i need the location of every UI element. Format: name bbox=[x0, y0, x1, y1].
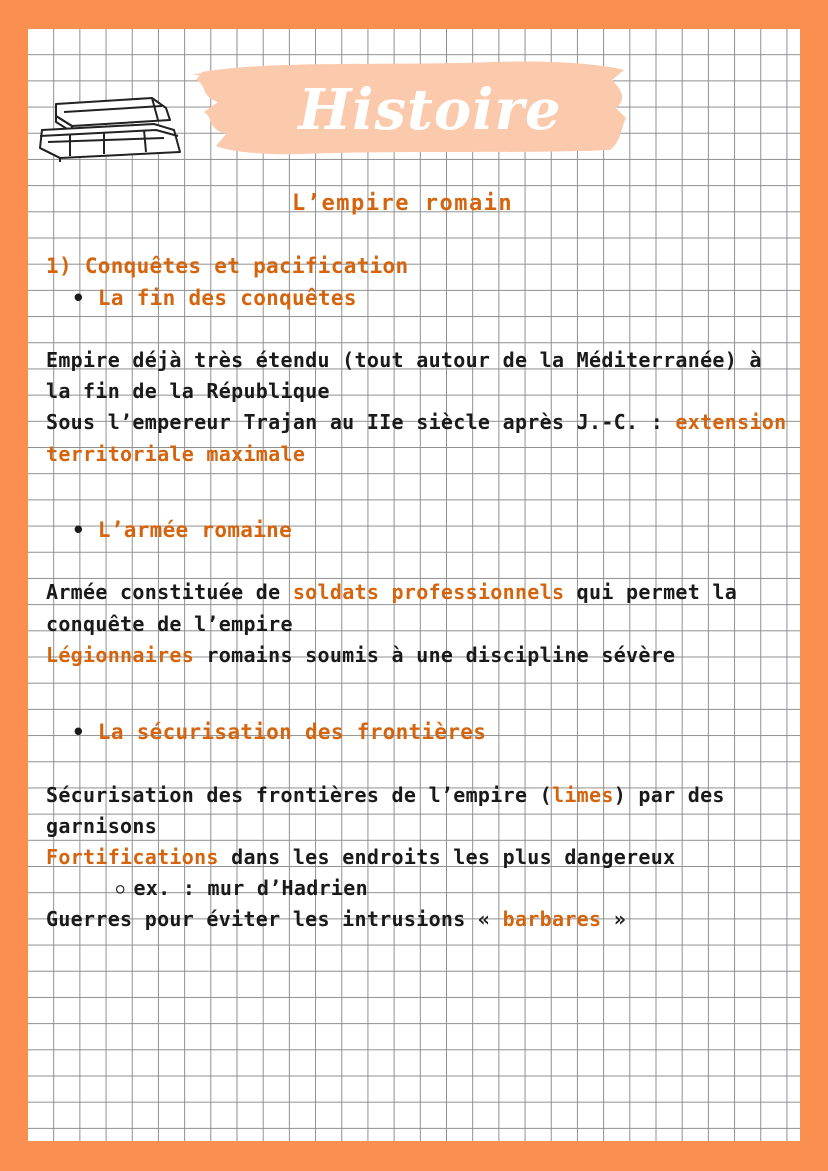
subsection-title: L’armée romaine bbox=[97, 518, 293, 542]
text-line: la fin de la République bbox=[46, 379, 330, 403]
text-line bbox=[46, 905, 626, 933]
text-line bbox=[46, 578, 737, 606]
highlight-term: extension bbox=[675, 410, 787, 434]
highlight-term: soldats professionnels bbox=[292, 580, 565, 604]
text-fragment: ex. : mur d’Hadrien bbox=[133, 876, 368, 900]
bullet-item bbox=[72, 718, 486, 746]
sub-bullet-item bbox=[116, 874, 368, 905]
subsection-title: La fin des conquêtes bbox=[97, 286, 357, 310]
subtitle: L’empire romain bbox=[292, 191, 514, 216]
text-fragment: romains soumis à une discipline sévère bbox=[194, 643, 676, 667]
highlight-term: territoriale maximale bbox=[46, 442, 306, 466]
text-line bbox=[46, 641, 675, 669]
text-fragment: Guerres pour éviter les intrusions « bbox=[46, 907, 503, 931]
text-fragment: » bbox=[601, 907, 627, 931]
page-title: Histoire bbox=[298, 77, 562, 143]
text-line bbox=[46, 781, 725, 809]
text-fragment: dans les endroits les plus dangereux bbox=[218, 845, 676, 869]
text-line: Empire déjà très étendu (tout autour de la Méditerranée) à bbox=[46, 348, 762, 372]
highlight-term: Fortifications bbox=[46, 845, 219, 869]
highlight-term: limes bbox=[551, 783, 614, 807]
bullet-dot: • bbox=[72, 518, 98, 542]
bullet-dot: • bbox=[72, 286, 98, 310]
bullet-item bbox=[72, 516, 292, 544]
bullet-dot: • bbox=[72, 720, 98, 744]
text-fragment: ) par des bbox=[613, 783, 725, 807]
text-fragment: qui permet la bbox=[564, 580, 738, 604]
bullet-item bbox=[72, 284, 357, 312]
text-fragment: Sous l’empereur Trajan au IIe siècle après J.-C. : bbox=[46, 410, 676, 434]
text-line bbox=[46, 408, 786, 436]
text-line: garnisons bbox=[46, 814, 158, 838]
text-line bbox=[46, 843, 675, 871]
text-fragment: Armée constituée de bbox=[46, 580, 293, 604]
books-icon bbox=[34, 96, 186, 164]
subsection-title: La sécurisation des frontières bbox=[97, 720, 487, 744]
highlight-term: Légionnaires bbox=[46, 643, 195, 667]
circle-bullet-icon: ○ bbox=[116, 881, 134, 897]
text-fragment: Sécurisation des frontières de l’empire ( bbox=[46, 783, 552, 807]
highlight-term: barbares bbox=[502, 907, 602, 931]
section-heading: 1) Conquêtes et pacification bbox=[46, 254, 409, 278]
text-line: conquête de l’empire bbox=[46, 612, 293, 636]
